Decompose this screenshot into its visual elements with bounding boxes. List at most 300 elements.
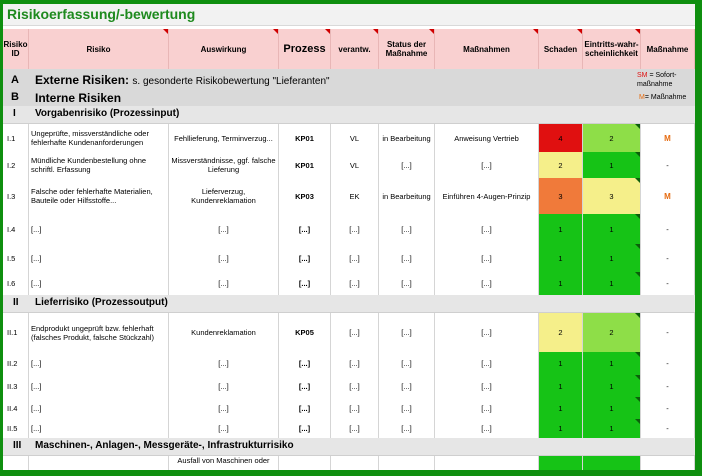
cell-massnahmen-text: [...] — [481, 224, 492, 234]
cell-prozess-text: KP05 — [295, 328, 314, 337]
cell-eintritt[interactable] — [583, 397, 641, 419]
cell-schaden[interactable] — [539, 419, 583, 438]
cell-massnahmen-text: [...] — [481, 253, 492, 263]
cell-eintritt-text: 1 — [609, 224, 614, 234]
cell-status-text: [...] — [401, 224, 412, 234]
cell-schaden[interactable] — [539, 124, 583, 152]
cell-schaden[interactable] — [539, 456, 583, 470]
cell-risiko-text: [...] — [31, 224, 42, 234]
cell-eintritt-text: 1 — [609, 381, 614, 391]
cell-verantw[interactable] — [331, 152, 379, 178]
cell-schaden-text: 3 — [558, 191, 563, 201]
cell-risiko[interactable] — [29, 152, 169, 178]
cell-schaden-text: 1 — [558, 279, 563, 288]
cell-massnahmen-text: [...] — [481, 328, 492, 337]
cell-massnahme-text: M — [664, 191, 671, 201]
cell-prozess[interactable] — [279, 124, 331, 152]
cell-massnahme[interactable] — [641, 272, 695, 295]
comment-marker-icon — [635, 214, 640, 219]
cell-status-text: [...] — [401, 359, 412, 368]
cell-id-text: II.4 — [7, 403, 18, 413]
header-risiko-label: Risiko — [86, 44, 111, 54]
cell-auswirkung-text: [...] — [218, 253, 229, 263]
header-schaden[interactable] — [539, 29, 583, 69]
cell-risiko[interactable] — [29, 178, 169, 214]
cell-risiko-text: [...] — [31, 359, 42, 368]
cell-schaden[interactable] — [539, 178, 583, 214]
cell-auswirkung[interactable] — [169, 456, 279, 470]
cell-auswirkung[interactable] — [169, 397, 279, 419]
cell-risiko-text: [...] — [31, 381, 42, 391]
cell-schaden[interactable] — [539, 244, 583, 272]
cell-risiko-text: Falsche oder fehlerhafte Materialien, Bauteile oder Hilfsstoffe... — [31, 187, 153, 205]
subsection-iii — [3, 438, 695, 456]
header-risiko[interactable] — [29, 29, 169, 69]
cell-eintritt-text: 1 — [609, 160, 614, 170]
table-row — [3, 375, 695, 398]
cell-verantw[interactable] — [331, 456, 379, 470]
cell-id[interactable] — [3, 124, 29, 152]
section-a-label — [35, 73, 330, 87]
cell-auswirkung-text: [...] — [218, 279, 229, 288]
cell-id[interactable] — [3, 244, 29, 272]
cell-risiko-text: [...] — [31, 424, 42, 433]
header-id[interactable] — [3, 29, 29, 69]
cell-auswirkung-text: Ausfall von Maschinen oder — [177, 456, 270, 465]
cell-id[interactable] — [3, 178, 29, 214]
cell-status-text: [...] — [401, 381, 412, 391]
subsection-iii-label: Maschinen-, Anlagen-, Messgeräte-, Infrastrukturrisiko — [35, 440, 294, 451]
cell-prozess[interactable] — [279, 244, 331, 272]
cell-verantw[interactable] — [331, 397, 379, 419]
cell-verantw[interactable] — [331, 214, 379, 244]
cell-eintritt-text: 3 — [609, 191, 614, 201]
section-a-title: Externe Risiken: — [35, 73, 130, 87]
cell-id[interactable] — [3, 352, 29, 375]
subsection-i-roman: I — [13, 108, 16, 119]
cell-verantw[interactable] — [331, 178, 379, 214]
cell-id[interactable] — [3, 419, 29, 438]
cell-status[interactable] — [379, 456, 435, 470]
cell-status-text: [...] — [401, 328, 412, 337]
cell-massnahmen[interactable] — [435, 313, 539, 352]
cell-eintritt[interactable] — [583, 419, 641, 438]
comment-marker-icon — [325, 29, 330, 34]
cell-risiko[interactable] — [29, 397, 169, 419]
cell-massnahme-text: - — [666, 424, 669, 433]
cell-massnahme-text: - — [666, 279, 669, 288]
comment-marker-icon — [163, 29, 168, 34]
cell-massnahme-text: - — [666, 253, 669, 263]
cell-status-text: [...] — [401, 160, 412, 170]
cell-massnahmen[interactable] — [435, 152, 539, 178]
cell-verantw-text: [...] — [349, 381, 360, 391]
comment-marker-icon — [635, 397, 640, 402]
cell-schaden-text: 1 — [558, 403, 563, 413]
cell-prozess-text: [...] — [298, 279, 311, 288]
subsection-ii-roman: II — [13, 297, 19, 308]
cell-massnahmen-text: [...] — [481, 381, 492, 391]
cell-risiko-text: Ungeprüfte, missverständliche oder fehlerhafte Kundenanforderungen — [31, 129, 149, 147]
cell-risiko[interactable] — [29, 272, 169, 295]
cell-prozess[interactable] — [279, 352, 331, 375]
cell-eintritt[interactable] — [583, 152, 641, 178]
cell-status[interactable] — [379, 272, 435, 295]
cell-eintritt[interactable] — [583, 456, 641, 470]
cell-status-text: in Bearbeitung — [382, 133, 431, 143]
cell-prozess-text: KP03 — [295, 191, 314, 201]
cell-status-text: [...] — [401, 403, 412, 413]
cell-status[interactable] — [379, 397, 435, 419]
cell-eintritt[interactable] — [583, 272, 641, 295]
cell-auswirkung-text: Lieferverzug, Kundenreklamation — [191, 187, 256, 205]
cell-massnahmen[interactable] — [435, 178, 539, 214]
cell-id[interactable] — [3, 456, 29, 470]
cell-auswirkung-text: Missverständnisse, ggf. falsche Lieferung — [171, 156, 276, 174]
table-row — [3, 272, 695, 296]
cell-prozess[interactable] — [279, 214, 331, 244]
cell-massnahme[interactable] — [641, 124, 695, 152]
cell-id[interactable] — [3, 152, 29, 178]
section-external-internal — [3, 69, 695, 106]
cell-eintritt-text: 1 — [609, 359, 614, 368]
cell-verantw-text: [...] — [349, 224, 360, 234]
header-status[interactable] — [379, 29, 435, 69]
cell-massnahmen[interactable] — [435, 272, 539, 295]
cell-verantw-text: EK — [349, 191, 360, 201]
cell-auswirkung[interactable] — [169, 214, 279, 244]
cell-status[interactable] — [379, 214, 435, 244]
cell-verantw-text: VL — [349, 160, 360, 170]
cell-massnahme[interactable] — [641, 419, 695, 438]
cell-massnahmen[interactable] — [435, 397, 539, 419]
cell-eintritt-text: 1 — [609, 279, 614, 288]
cell-id[interactable] — [3, 214, 29, 244]
cell-schaden-text: 1 — [558, 359, 563, 368]
cell-schaden-text: 2 — [558, 160, 563, 170]
table-row — [3, 124, 695, 153]
cell-verantw-text: [...] — [349, 279, 360, 288]
cell-auswirkung[interactable] — [169, 272, 279, 295]
cell-eintritt-text: 1 — [609, 424, 614, 433]
cell-eintritt[interactable] — [583, 244, 641, 272]
cell-verantw[interactable] — [331, 124, 379, 152]
header-row — [3, 29, 695, 69]
comment-marker-icon — [635, 352, 640, 357]
cell-verantw[interactable] — [331, 375, 379, 397]
header-auswirkung-label: Auswirkung — [200, 44, 247, 54]
cell-massnahme[interactable] — [641, 375, 695, 397]
cell-status-text: [...] — [401, 279, 412, 288]
cell-eintritt-text: 2 — [609, 133, 614, 143]
header-verantw-label: verantw. — [338, 44, 371, 54]
comment-marker-icon — [635, 272, 640, 277]
comment-marker-icon — [635, 244, 640, 249]
cell-massnahme-text: - — [666, 160, 669, 170]
comment-marker-icon — [273, 29, 278, 34]
cell-massnahmen-text: Einführen 4-Augen-Prinzip — [442, 191, 531, 201]
cell-massnahme-text: - — [666, 381, 669, 391]
legend-m-text: = Maßnahme — [644, 94, 687, 101]
cell-risiko[interactable] — [29, 456, 169, 470]
subsection-i — [3, 106, 695, 124]
cell-verantw-text: VL — [349, 133, 360, 143]
header-status-label: Status der Maßnahme — [385, 40, 428, 58]
cell-verantw[interactable] — [331, 313, 379, 352]
cell-status-text: in Bearbeitung — [382, 191, 431, 201]
cell-prozess[interactable] — [279, 397, 331, 419]
cell-status[interactable] — [379, 375, 435, 397]
cell-prozess-text: [...] — [298, 381, 311, 391]
cell-id-text: II.3 — [7, 381, 18, 391]
cell-risiko-text: Mündliche Kundenbestellung ohne schriftl. Erfassung — [31, 156, 147, 174]
header-verantw[interactable] — [331, 29, 379, 69]
cell-eintritt[interactable] — [583, 352, 641, 375]
cell-schaden[interactable] — [539, 152, 583, 178]
cell-massnahme-text: - — [666, 403, 669, 413]
section-b-label: Interne Risiken — [35, 91, 122, 105]
comment-marker-icon — [635, 375, 640, 380]
cell-prozess-text: [...] — [298, 403, 311, 413]
cell-prozess[interactable] — [279, 313, 331, 352]
cell-massnahmen[interactable] — [435, 124, 539, 152]
cell-massnahmen[interactable] — [435, 456, 539, 470]
comment-marker-icon — [429, 29, 434, 34]
cell-schaden-text: 4 — [558, 133, 563, 143]
cell-status[interactable] — [379, 152, 435, 178]
cell-risiko[interactable] — [29, 244, 169, 272]
cell-massnahmen[interactable] — [435, 419, 539, 438]
cell-massnahmen-text: [...] — [481, 279, 492, 288]
cell-eintritt[interactable] — [583, 124, 641, 152]
cell-risiko-text: [...] — [31, 403, 42, 413]
cell-verantw-text: [...] — [349, 403, 360, 413]
cell-eintritt-text: 1 — [609, 253, 614, 263]
cell-auswirkung-text: [...] — [218, 381, 229, 391]
cell-massnahme[interactable] — [641, 352, 695, 375]
header-prozess[interactable] — [279, 29, 331, 69]
cell-risiko[interactable] — [29, 214, 169, 244]
table-row — [3, 178, 695, 215]
header-massnahme-label: Maßnahme — [646, 44, 689, 54]
header-schaden-label: Schaden — [543, 44, 578, 54]
cell-status[interactable] — [379, 244, 435, 272]
cell-prozess-text: [...] — [298, 253, 311, 263]
cell-massnahmen-text: [...] — [481, 160, 492, 170]
cell-verantw[interactable] — [331, 352, 379, 375]
cell-verantw-text: [...] — [349, 328, 360, 337]
legend-sm-text: = Sofort-maßnahme — [637, 72, 677, 88]
cell-prozess[interactable] — [279, 152, 331, 178]
cell-status[interactable] — [379, 313, 435, 352]
cell-id-text: II.2 — [7, 359, 18, 368]
cell-auswirkung[interactable] — [169, 419, 279, 438]
cell-status[interactable] — [379, 352, 435, 375]
cell-auswirkung[interactable] — [169, 152, 279, 178]
cell-massnahmen-text: [...] — [481, 424, 492, 433]
cell-schaden-text: 1 — [558, 381, 563, 391]
cell-auswirkung-text: Fehllieferung, Terminverzug... — [174, 133, 273, 143]
cell-risiko[interactable] — [29, 313, 169, 352]
cell-prozess-text: [...] — [298, 224, 311, 234]
cell-auswirkung-text: [...] — [218, 224, 229, 234]
cell-auswirkung-text: [...] — [218, 359, 229, 368]
cell-status[interactable] — [379, 419, 435, 438]
cell-massnahmen-text: [...] — [481, 403, 492, 413]
cell-prozess-text: [...] — [298, 424, 311, 433]
cell-prozess[interactable] — [279, 272, 331, 295]
cell-status-text: [...] — [401, 253, 412, 263]
cell-status[interactable] — [379, 178, 435, 214]
cell-schaden[interactable] — [539, 272, 583, 295]
cell-massnahme[interactable] — [641, 397, 695, 419]
cell-id-text: I.4 — [7, 224, 16, 234]
cell-massnahmen-text: Anweisung Vertrieb — [454, 133, 519, 143]
cell-schaden[interactable] — [539, 313, 583, 352]
cell-prozess-text: KP01 — [295, 160, 314, 170]
subsection-i-label: Vorgabenrisiko (Prozessinput) — [35, 108, 180, 119]
cell-massnahme[interactable] — [641, 456, 695, 470]
cell-massnahme[interactable] — [641, 244, 695, 272]
cell-prozess[interactable] — [279, 419, 331, 438]
cell-schaden-text: 1 — [558, 253, 563, 263]
section-a-letter: A — [11, 74, 19, 86]
cell-auswirkung-text: Kundenreklamation — [191, 328, 256, 337]
cell-prozess[interactable] — [279, 375, 331, 397]
cell-prozess[interactable] — [279, 456, 331, 470]
cell-schaden-text: 1 — [558, 224, 563, 234]
cell-verantw-text: [...] — [349, 359, 360, 368]
cell-massnahme[interactable] — [641, 152, 695, 178]
cell-risiko[interactable] — [29, 375, 169, 397]
cell-eintritt-text: 2 — [609, 328, 614, 337]
cell-id-text: I.1 — [7, 133, 16, 143]
cell-id[interactable] — [3, 313, 29, 352]
comment-marker-icon — [635, 313, 640, 318]
cell-auswirkung[interactable] — [169, 352, 279, 375]
table-row — [3, 152, 695, 179]
cell-massnahme-text: - — [666, 224, 669, 234]
section-b-letter: B — [11, 91, 19, 103]
legend-m — [639, 93, 695, 102]
header-id-label: Risiko ID — [3, 40, 28, 58]
subsection-ii-label: Lieferrisiko (Prozessoutput) — [35, 297, 168, 308]
cell-massnahme-text: - — [666, 328, 669, 337]
cell-auswirkung[interactable] — [169, 375, 279, 397]
cell-risiko[interactable] — [29, 124, 169, 152]
cell-schaden[interactable] — [539, 397, 583, 419]
cell-auswirkung[interactable] — [169, 178, 279, 214]
cell-schaden-text: 2 — [558, 328, 563, 337]
cell-auswirkung[interactable] — [169, 313, 279, 352]
cell-auswirkung[interactable] — [169, 124, 279, 152]
cell-risiko-text: Endprodukt ungeprüft bzw. fehlerhaft (falsches Produkt, falsche Stückzahl) — [31, 323, 154, 342]
cell-verantw[interactable] — [331, 272, 379, 295]
cell-massnahme-text: - — [666, 359, 669, 368]
section-a-note: s. gesonderte Risikobewertung "Lieferanten" — [132, 76, 330, 87]
cell-status[interactable] — [379, 124, 435, 152]
cell-massnahme[interactable] — [641, 178, 695, 214]
header-massnahme[interactable] — [641, 29, 695, 69]
header-prozess-label: Prozess — [283, 42, 326, 55]
cell-eintritt[interactable] — [583, 375, 641, 397]
spreadsheet — [3, 4, 695, 470]
cell-prozess-text: KP01 — [295, 133, 314, 143]
cell-schaden[interactable] — [539, 352, 583, 375]
comment-marker-icon — [635, 178, 640, 183]
header-massnahmen-label: Maßnahmen — [463, 44, 510, 54]
table-row — [3, 214, 695, 245]
comment-marker-icon — [533, 29, 538, 34]
cell-massnahme[interactable] — [641, 214, 695, 244]
table-row — [3, 313, 695, 353]
legend-sm-code: SM — [637, 72, 648, 79]
cell-eintritt[interactable] — [583, 178, 641, 214]
header-eintritt[interactable] — [583, 29, 641, 69]
cell-verantw[interactable] — [331, 419, 379, 438]
cell-massnahmen[interactable] — [435, 352, 539, 375]
cell-massnahme[interactable] — [641, 313, 695, 352]
cell-id[interactable] — [3, 375, 29, 397]
cell-risiko-text: [...] — [31, 279, 42, 288]
cell-prozess-text: [...] — [298, 359, 311, 368]
page-title: Risikoerfassung/-bewertung — [7, 6, 196, 22]
legend-sm — [637, 71, 691, 89]
cell-id[interactable] — [3, 272, 29, 295]
cell-risiko-text: [...] — [31, 253, 42, 263]
cell-id-text: I.3 — [7, 191, 16, 201]
cell-risiko[interactable] — [29, 352, 169, 375]
cell-id-text: I.5 — [7, 253, 16, 263]
header-eintritt-label: Eintritts-wahr-scheinlichkeit — [584, 40, 639, 58]
cell-massnahmen[interactable] — [435, 244, 539, 272]
cell-massnahmen[interactable] — [435, 214, 539, 244]
subsection-iii-roman: III — [13, 440, 22, 451]
table-row — [3, 244, 695, 273]
cell-id-text: I.2 — [7, 160, 16, 170]
title-bar — [3, 4, 695, 26]
header-auswirkung[interactable] — [169, 29, 279, 69]
cell-prozess[interactable] — [279, 178, 331, 214]
comment-marker-icon — [635, 152, 640, 157]
table-row — [3, 397, 695, 420]
cell-eintritt-text: 1 — [609, 403, 614, 413]
cell-id[interactable] — [3, 397, 29, 419]
comment-marker-icon — [635, 124, 640, 129]
cell-schaden-text: 1 — [558, 424, 563, 433]
table-row — [3, 419, 695, 439]
cell-eintritt[interactable] — [583, 214, 641, 244]
cell-risiko[interactable] — [29, 419, 169, 438]
legend-m-code: M — [639, 94, 645, 101]
table-row — [3, 352, 695, 376]
cell-verantw[interactable] — [331, 244, 379, 272]
cell-schaden[interactable] — [539, 375, 583, 397]
cell-verantw-text: [...] — [349, 253, 360, 263]
comment-marker-icon — [577, 29, 582, 34]
table-row-iii-partial — [3, 456, 695, 470]
cell-massnahmen[interactable] — [435, 375, 539, 397]
cell-schaden[interactable] — [539, 214, 583, 244]
header-massnahmen[interactable] — [435, 29, 539, 69]
comment-marker-icon — [635, 419, 640, 424]
subsection-ii — [3, 295, 695, 313]
cell-eintritt[interactable] — [583, 313, 641, 352]
cell-auswirkung[interactable] — [169, 244, 279, 272]
cell-auswirkung-text: [...] — [218, 403, 229, 413]
cell-verantw-text: [...] — [349, 424, 360, 433]
comment-marker-icon — [635, 29, 640, 34]
